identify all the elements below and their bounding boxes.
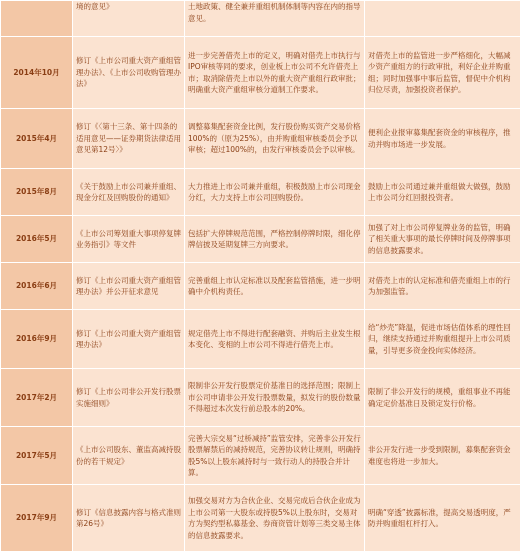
row-document: 《上市公司筹划重大事项停复牌业务指引》等文件	[73, 216, 185, 263]
table-row	[1, 169, 520, 216]
row-content: 加强交易对方为合伙企业、交易完成后合伙企业成为上市公司第一大股东或持股5%以上股东时，交易对方为契约型私募基金、券商资管计划等三类交易主体的信息披露要求。	[185, 485, 365, 552]
row-content: 进一步完善借壳上市的定义，明确对借壳上市执行与IPO审核等同的要求，创业板上市公司不允许借壳上市；取消除借壳上市以外的重大资产重组行政审批；明确重大资产重组审核分道制工作要求。	[185, 37, 365, 109]
row-document: 修订《上市公司重大资产重组管理办法》、《上市公司收购管理办法》	[73, 37, 185, 109]
row-impact	[365, 1, 520, 37]
row-content: 大力推进上市公司兼并重组，积极鼓励上市公司现金分红，大力支持上市公司回购股份。	[185, 169, 365, 216]
row-document: 境的意见》	[73, 1, 185, 37]
row-impact: 加强了对上市公司停复牌业务的监管，明确了相关重大事项的最长停牌时间及停牌事项的信息披露要求。	[365, 216, 520, 263]
row-impact: 非公开发行进一步受到限制，募集配套资金难度也将进一步加大。	[365, 427, 520, 485]
table-row	[1, 216, 520, 263]
row-date: 2016年9月	[1, 310, 73, 369]
table-row	[1, 1, 520, 37]
row-content: 规定借壳上市不得进行配套融资、并购后主业发生根本变化、变相的上市公司不得进行借壳上市。	[185, 310, 365, 369]
row-content: 土地政策、健全兼并重组机制体制等内容在内的指导意见。	[185, 1, 365, 37]
row-impact: 限制了非公开发行的规模，重组事业不再能确定定价基准日及锁定发行价格。	[365, 369, 520, 427]
row-date: 2015年4月	[1, 109, 73, 169]
row-document: 修订《上市公司重大资产重组管理办法》并公开征求意见	[73, 263, 185, 310]
row-document: 《上市公司股东、董监高减持股份的若干规定》	[73, 427, 185, 485]
row-impact: 对借壳上市的监管进一步严格细化，大幅减少资产重组方的行政审批，利好企业并购重组；同时加强事中事后监管，督促中介机构归位尽责，加强投资者保护。	[365, 37, 520, 109]
table-row	[1, 427, 520, 485]
table-row	[1, 37, 520, 109]
row-date: 2017年5月	[1, 427, 73, 485]
row-content: 完善重组上市认定标准以及配套监管措施，进一步明确中介机构责任。	[185, 263, 365, 310]
table-row	[1, 109, 520, 169]
row-document: 修订《信息披露内容与格式准则第26号》	[73, 485, 185, 552]
row-date: 2016年5月	[1, 216, 73, 263]
row-date: 2017年9月	[1, 485, 73, 552]
row-impact: 明确“穿透”披露标准，提高交易透明度，严防并购重组杠杆打入。	[365, 485, 520, 552]
row-content: 包括扩大停牌规范范围，严格控制停牌时限，细化停牌信披及延期复牌三方向要求。	[185, 216, 365, 263]
row-date: 2016年6月	[1, 263, 73, 310]
table-row	[1, 485, 520, 552]
row-document: 修订《上市公司非公开发行股票实施细则》	[73, 369, 185, 427]
row-date: 2017年2月	[1, 369, 73, 427]
table-row	[1, 310, 520, 369]
row-document: 《关于鼓励上市公司兼并重组、现金分红及回购股份的通知》	[73, 169, 185, 216]
row-content: 限制非公开发行股票定价基准日的选择范围；限制上市公司申请非公开发行股票数量，拟发行的股份数量不得超过本次发行前总股本的20%。	[185, 369, 365, 427]
row-impact: 对借壳上市的认定标准和借壳重组上市的行为加强监管。	[365, 263, 520, 310]
row-content: 调整募集配套资金比例，发行股份购买资产交易价格100%的（原为25%），由并购重组审核委员会予以审核；超过100%的，由发行审核委员会予以审核。	[185, 109, 365, 169]
row-impact: 给“炒壳”降温，促进市场估值体系的理性回归，继续支持通过并购重组提升上市公司质量，引导更多资金投向实体经济。	[365, 310, 520, 369]
row-impact: 鼓励上市公司通过兼并重组做大做强，鼓励上市公司分红回报投资者。	[365, 169, 520, 216]
row-date: 2015年8月	[1, 169, 73, 216]
row-impact: 便利企业报审募集配套资金的审核程序，推动并购市场进一步发展。	[365, 109, 520, 169]
table-row	[1, 263, 520, 310]
row-date: 2014年10月	[1, 37, 73, 109]
row-content: 完善大宗交易“过桥减持”监管安排，完善非公开发行股票解禁后的减持规范，完善协议转让规则，明确持股5%以上股东减持时与一致行动人的持股合并计算。	[185, 427, 365, 485]
row-document: 修订《上市公司重大资产重组管理办法》	[73, 310, 185, 369]
row-date	[1, 1, 73, 37]
table-row	[1, 369, 520, 427]
row-document: 修订《〈第十三条、第十四条的适用意见——证券期货法律适用意见第12号〉》	[73, 109, 185, 169]
